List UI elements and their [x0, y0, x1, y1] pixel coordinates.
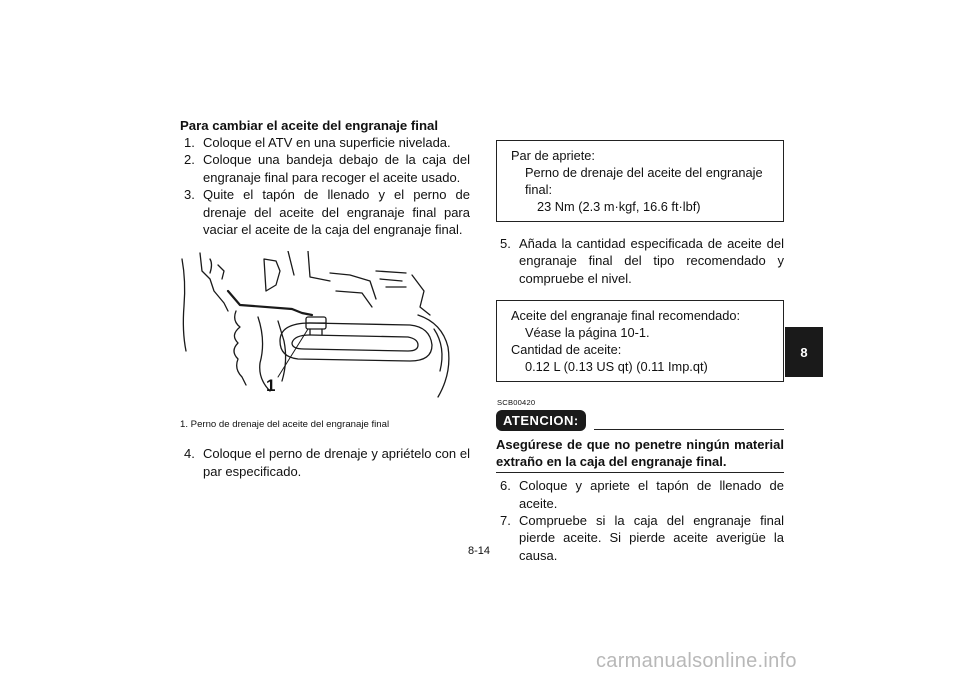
- page-number: 8-14: [468, 545, 491, 557]
- oil-type-label: Aceite del engranaje final recomendado:: [511, 308, 741, 324]
- right-column: [496, 140, 784, 564]
- oil-spec-box: [496, 300, 784, 382]
- step-4: [180, 445, 470, 480]
- caution-bottom-rule: [496, 472, 784, 473]
- step-6: [496, 477, 784, 512]
- step-text: Coloque el ATV en una superficie nivelada.: [203, 135, 451, 150]
- figure-caption: 1. Perno de drenaje del aceite del engranaje final: [180, 419, 390, 431]
- torque-label: Par de apriete:: [511, 148, 595, 163]
- oil-quantity-label: Cantidad de aceite:: [511, 342, 622, 358]
- caution-text: Asegúrese de que no penetre ningún material extraño en la caja del engranaje final.: [496, 437, 784, 470]
- oil-type-value: Véase la página 10-1.: [525, 325, 650, 341]
- step-text: Coloque el perno de drenaje y apriételo con el par especificado.: [203, 446, 470, 479]
- caution-rule: [594, 429, 784, 430]
- step-1: [180, 134, 470, 151]
- torque-item: Perno de drenaje del aceite del engranaje final:: [525, 165, 763, 197]
- torque-spec-box: [496, 140, 784, 222]
- step-3: [180, 186, 470, 238]
- step-text: Compruebe si la caja del engranaje final pierde aceite. Si pierde aceite averigüe la causa.: [519, 513, 784, 563]
- chapter-tab: 8: [785, 327, 823, 377]
- step-text: Coloque una bandeja debajo de la caja del engranaje final para recoger el aceite usado.: [203, 152, 470, 185]
- step-7: [496, 512, 784, 564]
- caution-header: [496, 409, 784, 431]
- step-text: Coloque y apriete el tapón de llenado de aceite.: [519, 478, 784, 511]
- step-2: [180, 151, 470, 186]
- step-text: Quite el tapón de llenado y el perno de drenaje del aceite del engranaje final para vaciar el aceite de la caja del engranaje final.: [203, 187, 470, 238]
- step-number: 1.: [184, 135, 195, 150]
- watermark: carmanualsonline.info: [596, 650, 797, 672]
- section-heading: Para cambiar el aceite del engranaje final: [180, 118, 439, 133]
- step-number: 4.: [184, 446, 195, 462]
- caution-badge: ATENCION:: [496, 410, 586, 431]
- left-column: [180, 118, 470, 480]
- step-number: 3.: [184, 187, 195, 203]
- torque-value: 23 Nm (2.3 m·kgf, 16.6 ft·lbf): [537, 199, 701, 214]
- caution-code: SCB00420: [497, 398, 536, 408]
- oil-quantity-value: 0.12 L (0.13 US qt) (0.11 Imp.qt): [525, 359, 708, 375]
- drain-bolt-illustration: [180, 251, 465, 401]
- step-number: 7.: [500, 513, 511, 529]
- drain-bolt-drawing: [180, 251, 465, 401]
- step-number: 5.: [500, 236, 511, 251]
- step-text: Añada la cantidad especificada de aceite del engranaje final del tipo recomendado y compruebe el nivel.: [519, 236, 784, 286]
- figure-callout-label: 1: [266, 376, 276, 396]
- step-number: 2.: [184, 152, 195, 168]
- step-5: [496, 235, 784, 287]
- step-number: 6.: [500, 478, 511, 494]
